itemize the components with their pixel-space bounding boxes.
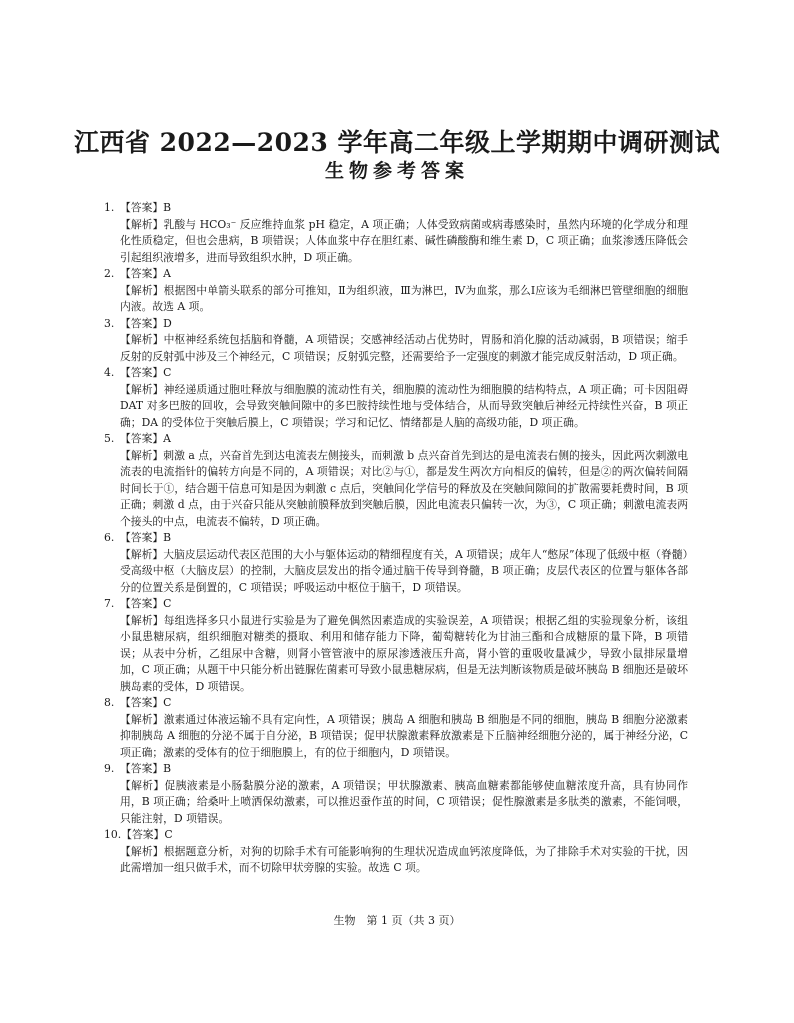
answer-text: 【答案】B	[120, 201, 172, 214]
answer-text: 【答案】C	[120, 696, 172, 709]
question-number: 10.	[104, 828, 122, 841]
list-item	[104, 761, 688, 827]
page-footer: 生物 第 1 页（共 3 页）	[333, 914, 461, 927]
answer-list	[104, 200, 688, 877]
answer-line	[104, 530, 688, 547]
question-number: 9.	[104, 762, 115, 775]
list-item	[104, 695, 688, 761]
answer-line	[104, 365, 688, 382]
explanation-text: 【解析】激素通过体液运输不具有定向性，A 项错误；胰岛 A 细胞和胰岛 B 细胞是不同的细胞，胰岛 B 细胞分泌激素抑制胰岛 A 细胞的分泌不属于自分泌，B 项错误；促甲状腺激素释放激素是下丘脑神经细胞分泌的，属于神经分泌，C 项正确；激素的受体有的位于细胞膜上，有的位于细胞内，D 项错误。	[120, 712, 688, 759]
explanation-text: 【解析】神经递质通过胞吐释放与细胞膜的流动性有关，细胞膜的流动性为细胞膜的结构特点，A 项正确；可卡因阻碍 DAT 对多巴胺的回收，会导致突触间隙中的多巴胺持续性地与受体结合，从而导致突触后神经元持续性兴奋，B 项正确；DA 的受体位于突触后膜上，C 项错误；学习和记忆、情绪都是人脑的高级功能，D 项正确。	[120, 382, 688, 429]
answer-line	[104, 266, 688, 283]
answer-line	[104, 761, 688, 778]
list-item	[104, 431, 688, 530]
answer-text: 【答案】D	[120, 316, 172, 330]
list-item	[104, 316, 688, 366]
question-number: 2.	[104, 267, 115, 280]
list-item	[104, 266, 688, 316]
explanation-text: 【解析】根据图中单箭头联系的部分可推知，Ⅱ为组织液，Ⅲ为淋巴，Ⅳ为血浆，那么Ⅰ应该为毛细淋巴管壁细胞的细胞内液。故选 A 项。	[120, 283, 688, 313]
answer-text: 【答案】A	[120, 267, 171, 280]
answer-text: 【答案】C	[121, 828, 173, 841]
explanation-text: 【解析】促胰液素是小肠黏膜分泌的激素，A 项错误；甲状腺激素、胰高血糖素都能够使血糖浓度升高，具有协同作用，B 项正确；给桑叶上喷洒保幼激素，可以推迟蚕作茧的时间，C 项错误；促性腺激素是多肽类的激素，不能饲喂，只能注射，D 项错误。	[120, 778, 688, 825]
list-item	[104, 596, 688, 695]
answer-line	[104, 316, 688, 333]
question-number: 4.	[104, 366, 115, 379]
question-number: 6.	[104, 531, 115, 544]
answer-text: 【答案】A	[120, 432, 171, 445]
question-number: 8.	[104, 696, 115, 709]
question-number: 1.	[104, 201, 115, 214]
explanation-text: 【解析】中枢神经系统包括脑和脊髓，A 项错误；交感神经活动占优势时，胃肠和消化腺的活动减弱，B 项错误；缩手反射的反射弧中涉及三个神经元，C 项错误；反射弧完整，还需要给予一定强度的刺激才能完成反射活动，D 项正确。	[120, 333, 688, 363]
explanation-text: 【解析】刺激 a 点，兴奋首先到达电流表左侧接头，而刺激 b 点兴奋首先到达的是电流表右侧的接头，因此两次刺激电流表的电流指针的偏转方向是不同的，A 项错误；对比②与①，都是发生两次方向相反的偏转，但是②的两次偏转间隔时间长于①，结合题干信息可知是因为刺激 c 点后，突触间化学信号的释放及在突触间隙间的扩散需要耗费时间，B 项正确；刺激 d 点，由于兴奋只能从突触前膜释放到突触后膜，因此电流表只偏转一次，为③，C 项正确；刺激电流表两个接头的中点，电流表不偏转，D 项正确。	[120, 448, 688, 528]
explanation-text: 【解析】乳酸与 HCO₃⁻ 反应维持血浆 pH 稳定，A 项正确；人体受致病菌或病毒感染时，虽然内环境的化学成分和理化性质稳定，但也会患病，B 项错误；人体血浆中存在胆红素、碱性磷酸酶和维生素 D，C 项正确；血浆渗透压降低会引起组织液增多，进而导致组织水肿，D 项正确。	[120, 217, 688, 264]
answer-text: 【答案】B	[120, 531, 172, 544]
explanation-text: 【解析】根据题意分析，对狗的切除手术有可能影响狗的生理状况造成血钙浓度降低，为了排除手术对实验的干扰，因此需增加一组只做手术，而不切除甲状旁腺的实验。故选 C 项。	[120, 844, 688, 874]
answer-line	[104, 827, 688, 844]
answer-line	[104, 431, 688, 448]
list-item	[104, 200, 688, 266]
explanation-text: 【解析】大脑皮层运动代表区范围的大小与躯体运动的精细程度有关，A 项错误；成年人“憋尿”体现了低级中枢（脊髓）受高级中枢（大脑皮层）的控制，大脑皮层发出的指令通过脑干传导到脊髓，B 项正确；皮层代表区的位置与躯体各部分的位置关系是倒置的，C 项错误；呼吸运动中枢位于脑干，D 项错误。	[120, 547, 688, 594]
page-title: 江西省 2022—2023 学年高二年级上学期期中调研测试	[73, 128, 721, 157]
question-number: 7.	[104, 597, 115, 610]
question-number: 3.	[104, 316, 115, 330]
list-item	[104, 827, 688, 877]
page-subtitle: 生物参考答案	[324, 160, 469, 182]
list-item	[104, 530, 688, 596]
explanation-text: 【解析】每组选择多只小鼠进行实验是为了避免偶然因素造成的实验误差，A 项错误；根据乙组的实验现象分析，该组小鼠患糖尿病，组织细胞对糖类的摄取、利用和储存能力下降，葡萄糖转化为甘油三酯和合成糖原的量下降，B 项错误；从表中分析，乙组尿中含糖，则肾小管管液中的原尿渗透液压升高，肾小管的重吸收量减少，导致小鼠排尿量增加，C 项正确；从题干中只能分析出链脲佐菌素可导致小鼠患糖尿病，但是无法判断该物质是破坏胰岛 B 细胞还是破坏胰岛素的受体，D 项错误。	[120, 613, 688, 693]
list-item	[104, 365, 688, 431]
question-number: 5.	[104, 432, 115, 445]
answer-text: 【答案】C	[120, 366, 172, 379]
answer-line	[104, 200, 688, 217]
answer-line	[104, 596, 688, 613]
answer-text: 【答案】C	[120, 597, 172, 610]
answer-text: 【答案】B	[120, 762, 172, 775]
answer-line	[104, 695, 688, 712]
